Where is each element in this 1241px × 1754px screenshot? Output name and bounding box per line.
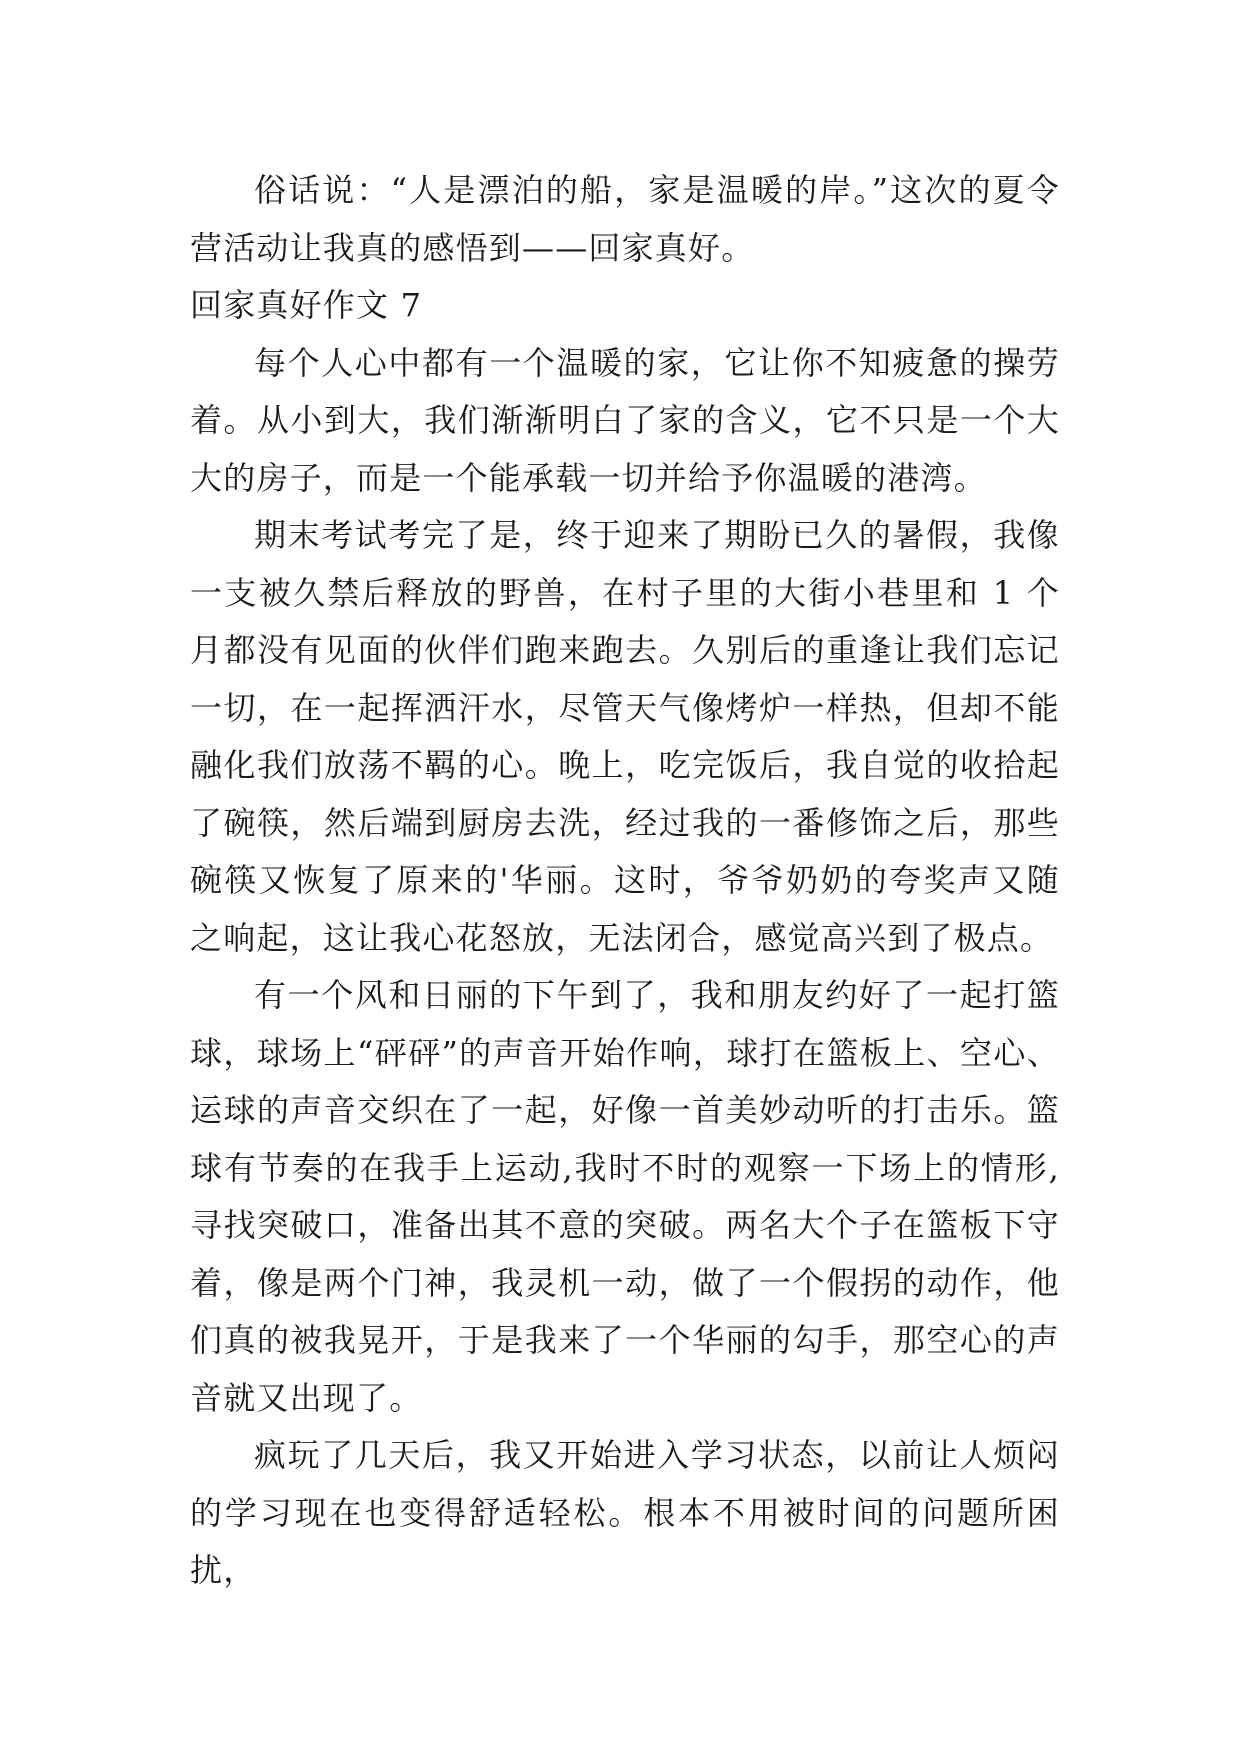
document-body xyxy=(190,162,1060,1600)
section-heading: 回家真好作文 7 xyxy=(190,286,423,324)
paragraph-basketball: 有一个风和日丽的下午到了，我和朋友约好了一起打篮球，球场上“砰砰”的声音开始作响，球打在篮板上、空心、运球的声音交织在了一起，好像一首美妙动听的打击乐。篮球有节奏的在我手上运动,我时不时的观察一下场上的情形,寻找突破口，准备出其不意的突破。两名大个子在篮板下守着，像是两个门神，我灵机一动，做了一个假拐的动作，他们真的被我晃开，于是我来了一个华丽的勾手，那空心的声音就又出现了。 xyxy=(190,976,1060,1417)
paragraph-study: 疯玩了几天后，我又开始进入学习状态，以前让人烦闷的学习现在也变得舒适轻松。根本不用被时间的问题所困扰， xyxy=(190,1436,1060,1589)
paragraph-intro: 俗话说：“人是漂泊的船，家是温暖的岸。”这次的夏令营活动让我真的感悟到——回家真好。 xyxy=(190,171,1060,267)
paragraph-summer-vacation: 期末考试考完了是，终于迎来了期盼已久的暑假，我像一支被久禁后释放的野兽，在村子里的大街小巷里和 1 个月都没有见面的伙伴们跑来跑去。久别后的重逢让我们忘记一切，在一起挥洒汗水，尽管天气像烤炉一样热，但却不能融化我们放荡不羁的心。晚上，吃完饭后，我自觉的收拾起了碗筷，然后端到厨房去洗，经过我的一番修饰之后，那些碗筷又恢复了原来的'华丽。这时，爷爷奶奶的夸奖声又随之响起，这让我心花怒放，无法闭合，感觉高兴到了极点。 xyxy=(190,516,1060,957)
paragraph-home-meaning: 每个人心中都有一个温暖的家，它让你不知疲惫的操劳着。从小到大，我们渐渐明白了家的含义，它不只是一个大大的房子，而是一个能承载一切并给予你温暖的港湾。 xyxy=(190,343,1060,497)
